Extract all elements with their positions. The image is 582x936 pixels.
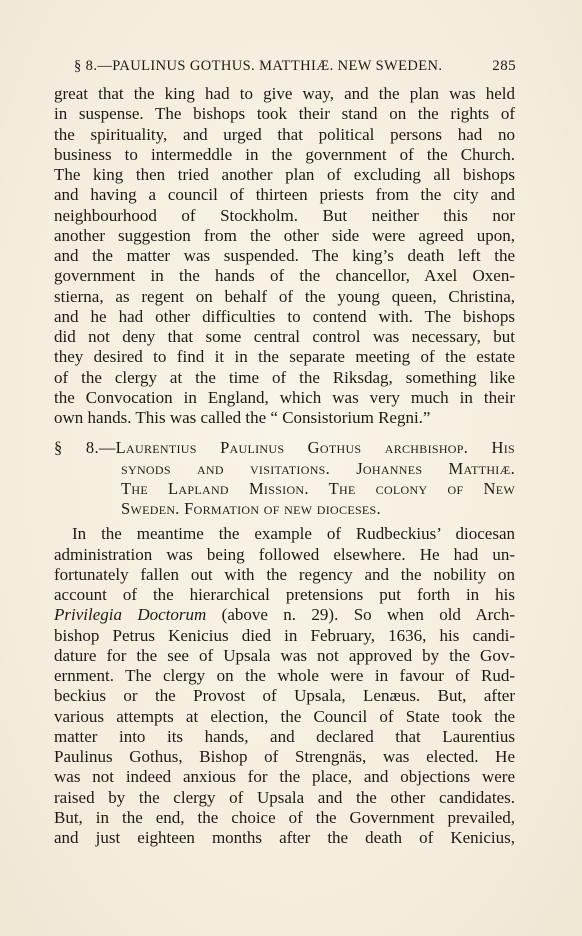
paragraph — [54, 524, 515, 848]
text-line: and just eighteen months after the death of Kenicius, — [54, 828, 515, 847]
section-heading-line: Sweden. Formation of new dioceses. — [121, 499, 381, 518]
text-line: The king then tried another plan of excluding all bishops — [54, 165, 515, 184]
text-line: fortunately fallen out with the regency and the nobility on — [54, 564, 515, 584]
text-line: administration was being followed elsewhere. He had un- — [54, 544, 515, 564]
text-line: and he had other difficulties to contend with. The bishops — [54, 306, 515, 326]
text-line: neighbourhood of Stockholm. But neither this nor — [54, 205, 515, 225]
text-line: the spirituality, and urged that political persons had no — [54, 124, 515, 144]
paragraph-continued — [54, 84, 515, 428]
text-line: But, in the end, the choice of the Government prevailed, — [54, 807, 515, 827]
text-line: Paulinus Gothus, Bishop of Strengnäs, was elected. He — [54, 747, 515, 766]
text-line: in suspense. The bishops took their stand on the rights of — [54, 104, 515, 124]
section-heading-line: synods and visitations. Johannes Matthiæ. — [121, 458, 515, 478]
text-line: government in the hands of the chancellor, Axel Oxen- — [54, 266, 515, 286]
text-line: matter into its hands, and declared that Laurentius — [54, 726, 515, 746]
text-line: stierna, as regent on behalf of the young queen, Christina, — [54, 286, 515, 306]
text-line: and the matter was suspended. The king’s death left the — [54, 246, 515, 265]
text-line: great that the king had to give way, and the plan was held — [54, 84, 515, 103]
page-body — [54, 84, 515, 848]
text-line: was not indeed anxious for the place, and objections were — [54, 767, 515, 787]
text-line: of the clergy at the time of the Riksdag, something like — [54, 367, 515, 387]
section-heading-line: The Lapland Mission. The colony of New — [121, 478, 515, 498]
running-header — [74, 58, 516, 75]
text-line: business to intermeddle in the government of the Church. — [54, 144, 515, 164]
text-line: beckius or the Provost of Upsala, Lenæus. But, after — [54, 686, 515, 706]
text-line: own hands. This was called the “ Consistorium Regni.” — [54, 408, 431, 427]
text-line: bishop Petrus Kenicius died in February, 1636, his candi- — [54, 625, 515, 645]
text-line: the Convocation in England, which was very much in their — [54, 387, 515, 407]
italic-title: Privilegia Doctorum — [54, 605, 207, 625]
section-heading-line: § 8.—Laurentius Paulinus Gothus archbishop. His — [54, 438, 515, 458]
text-line: account of the hierarchical pretensions put forth in his — [54, 585, 515, 604]
text-line: did not deny that some central control was necessary, but — [54, 327, 515, 346]
text-line: various attempts at election, the Council of State took the — [54, 706, 515, 726]
text-run: (above n. 29). So when old Arch- — [221, 605, 516, 625]
text-line: raised by the clergy of Upsala and the other candidates. — [54, 787, 515, 807]
text-line: In the meantime the example of Rudbeckius’ diocesan — [72, 524, 515, 544]
text-line: dature for the see of Upsala was not approved by the Gov- — [54, 645, 515, 665]
page-number: 285 — [492, 58, 516, 74]
text-line-with-title — [54, 605, 515, 625]
running-title: § 8.—PAULINUS GOTHUS. MATTHIÆ. NEW SWEDEN. — [74, 58, 443, 74]
section-heading — [54, 437, 515, 518]
text-line: and having a council of thirteen priests from the city and — [54, 185, 515, 205]
text-line: another suggestion from the other side were agreed upon, — [54, 225, 515, 245]
text-line: ernment. The clergy on the whole were in favour of Rud- — [54, 666, 515, 685]
text-line: they desired to find it in the separate meeting of the estate — [54, 347, 515, 367]
